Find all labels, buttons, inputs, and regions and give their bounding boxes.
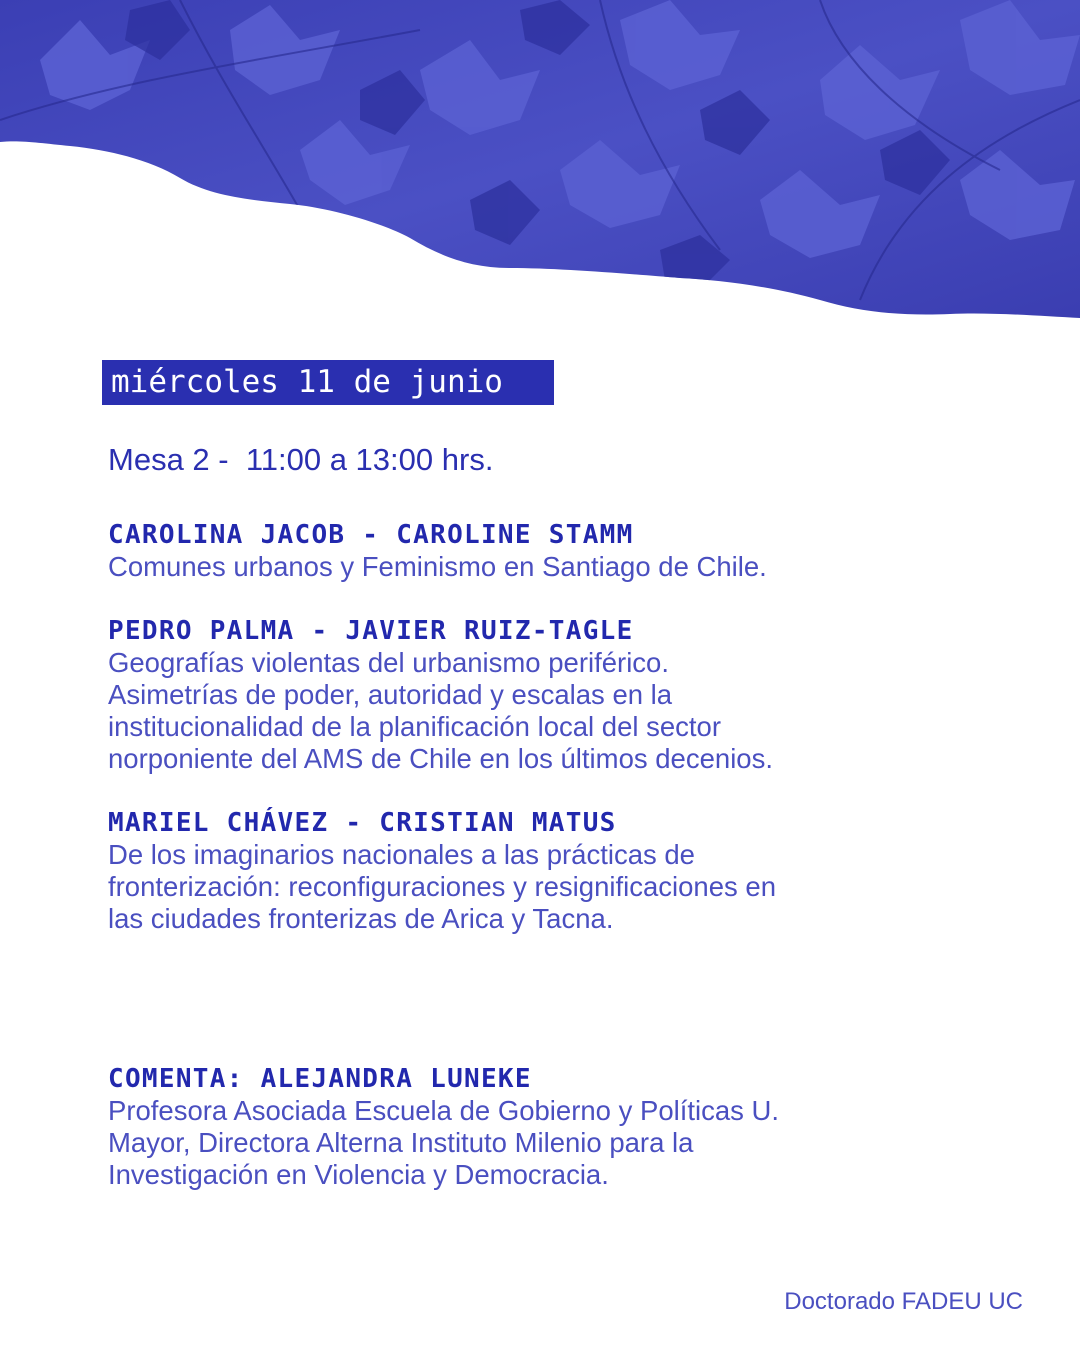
commentator-bio-line: Investigación en Violencia y Democracia. [108,1159,609,1190]
footer-credit: Doctorado FADEU UC [784,1288,1023,1315]
header-foliage-image [0,0,1080,330]
talk-title-line: institucionalidad de la planificación local del sector [108,711,722,742]
commentator-entry [108,1063,988,1191]
commentator-bio-line: Mayor, Directora Alterna Instituto Milenio para la [108,1127,694,1158]
talk-title [108,551,988,583]
talk-title [108,647,988,775]
talk-entry [108,807,988,935]
date-badge: miércoles 11 de junio [102,360,554,405]
talk-title-line: las ciudades fronterizas de Arica y Tacna. [108,903,614,934]
commentator-bio-line: Profesora Asociada Escuela de Gobierno y Políticas U. [108,1095,780,1126]
talk-entry [108,519,988,583]
talk-title [108,839,988,935]
talk-authors: PEDRO PALMA - JAVIER RUIZ-TAGLE [108,616,634,646]
session-time: Mesa 2 - 11:00 a 13:00 hrs. [108,442,494,477]
talk-title-line: Asimetrías de poder, autoridad y escalas en la [108,679,673,710]
talk-title-line: Comunes urbanos y Feminismo en Santiago de Chile. [108,551,767,582]
talk-authors: MARIEL CHÁVEZ - CRISTIAN MATUS [108,808,617,838]
talk-title-line: norponiente del AMS de Chile en los últimos decenios. [108,743,773,774]
talk-entry [108,615,988,775]
talk-authors: CAROLINA JACOB - CAROLINE STAMM [108,520,634,550]
talk-title-line: fronterización: reconfiguraciones y resignificaciones en [108,871,776,902]
commentator-heading: COMENTA: ALEJANDRA LUNEKE [108,1064,532,1094]
talk-title-line: Geografías violentas del urbanismo periférico. [108,647,669,678]
talk-title-line: De los imaginarios nacionales a las prácticas de [108,839,695,870]
commentator-bio [108,1095,988,1191]
